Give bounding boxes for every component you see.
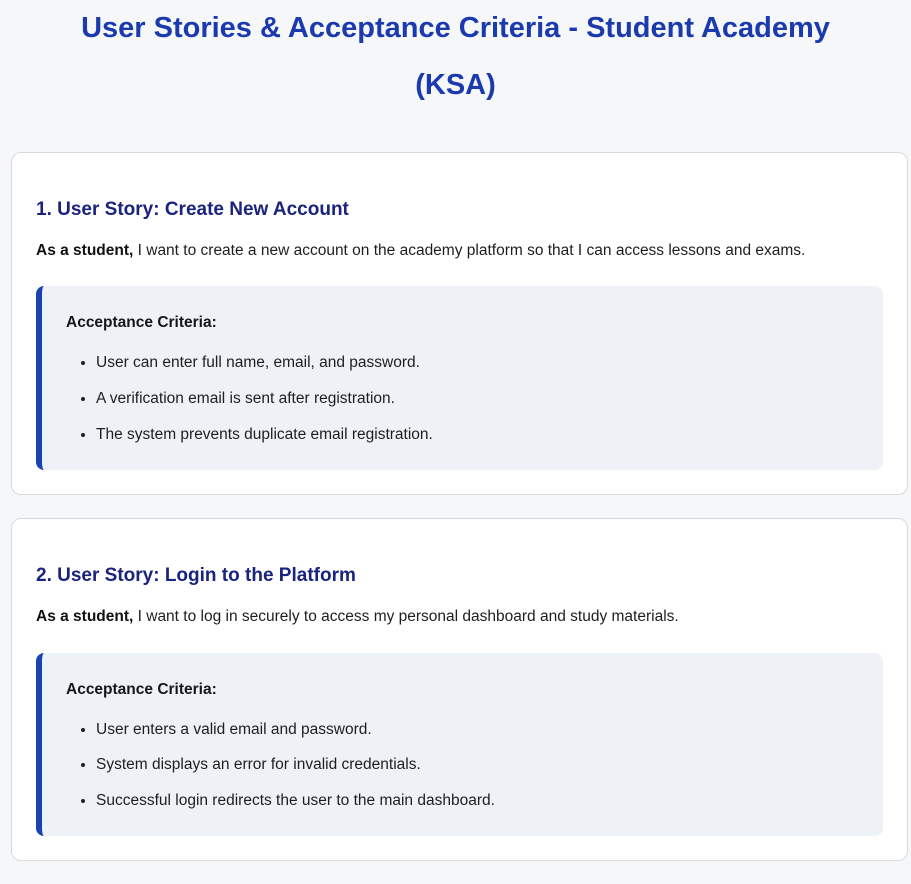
criteria-item: • System displays an error for invalid credentials.	[96, 756, 857, 775]
page-title	[0, 0, 911, 114]
criteria-label: Acceptance Criteria:	[66, 680, 217, 698]
criteria-list	[66, 721, 857, 811]
acceptance-criteria-box	[36, 286, 883, 470]
story-role: As a student,	[36, 242, 134, 259]
criteria-label: Acceptance Criteria:	[66, 314, 217, 332]
user-story-card-2	[11, 518, 908, 861]
criteria-item: • User can enter full name, email, and password.	[96, 354, 857, 373]
criteria-item: • The system prevents duplicate email registration.	[96, 426, 857, 445]
criteria-item: • Successful login redirects the user to the main dashboard.	[96, 792, 857, 811]
story-text	[36, 241, 883, 260]
criteria-list	[66, 354, 857, 444]
story-goal: I want to log in securely to access my personal dashboard and study materials.	[133, 608, 679, 626]
criteria-item: • User enters a valid email and password.	[96, 721, 857, 740]
user-story-card-1	[11, 152, 908, 495]
page-title-line1: User Stories & Acceptance Criteria - Student Academy	[81, 12, 830, 44]
story-role: As a student,	[36, 608, 134, 626]
story-heading: 2. User Story: Login to the Platform	[36, 565, 356, 587]
story-heading: 1. User Story: Create New Account	[36, 199, 349, 220]
story-text	[36, 607, 883, 626]
page-title-line2: (KSA)	[415, 69, 496, 101]
acceptance-criteria-box	[36, 653, 883, 837]
criteria-item: • A verification email is sent after registration.	[96, 390, 857, 409]
story-goal: I want to create a new account on the academy platform so that I can access lessons and exams.	[133, 242, 806, 259]
